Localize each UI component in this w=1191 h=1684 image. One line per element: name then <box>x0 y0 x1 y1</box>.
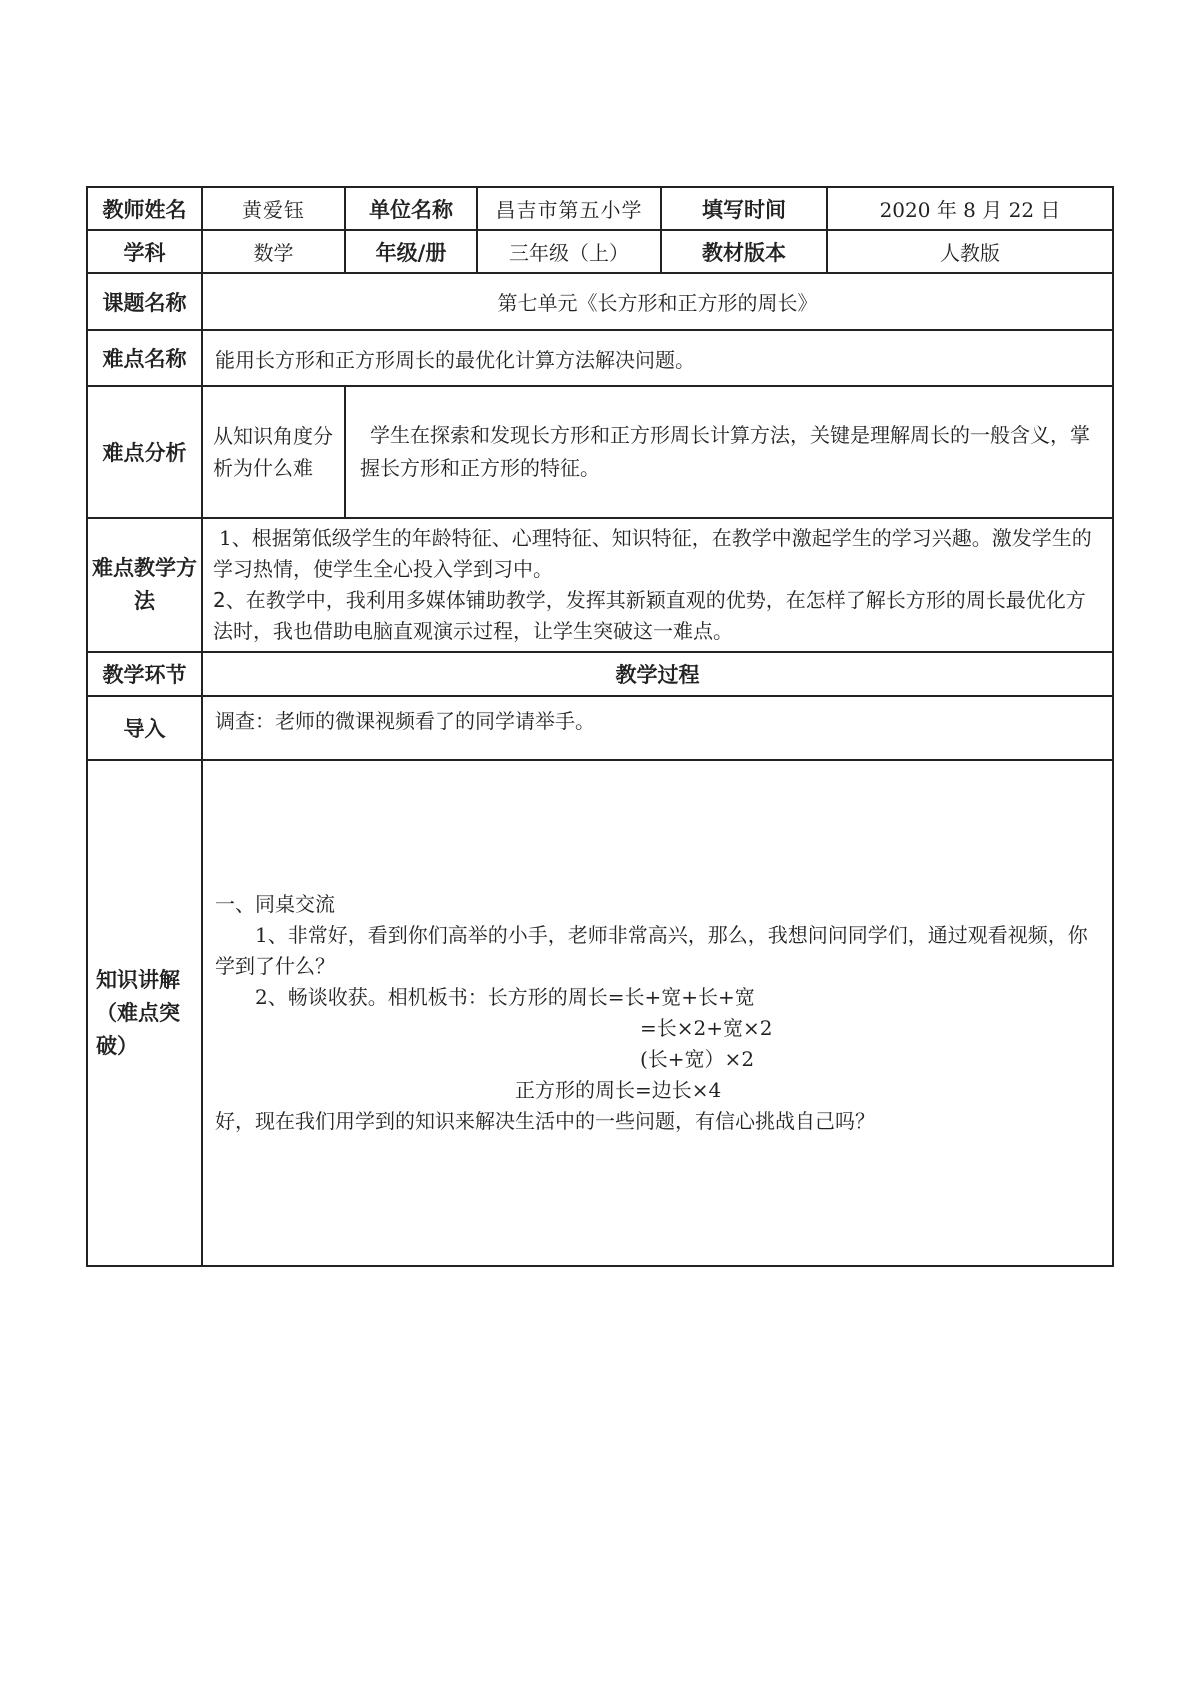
date-value: 2020 年 8 月 22 日 <box>827 187 1113 230</box>
knowledge-heading: 一、同桌交流 <box>215 892 335 916</box>
analysis-row <box>87 386 1113 518</box>
section-row <box>87 652 1113 696</box>
difficulty-label: 难点名称 <box>87 330 202 386</box>
formula-line-3: 正方形的周长=边长×4 <box>515 1078 722 1102</box>
difficulty-row <box>87 330 1113 386</box>
teacher-name-label: 教师姓名 <box>87 187 202 230</box>
method-line-1: 1、根据第低级学生的年龄特征、心理特征、知识特征，在教学中激起学生的学习兴趣。激发学生的学习热情，使学生全心投入学到习中。 <box>213 526 1092 581</box>
intro-row <box>87 696 1113 760</box>
unit-name-label: 单位名称 <box>345 187 477 230</box>
grade-value: 三年级（上） <box>477 230 661 273</box>
lesson-plan-sheet <box>86 186 1112 1267</box>
topic-label: 课题名称 <box>87 273 202 330</box>
teacher-name-value: 黄爱钰 <box>202 187 345 230</box>
knowledge-paragraph-2: 2、畅谈收获。相机板书：长方形的周长=长+宽+长+宽 <box>255 985 755 1009</box>
section-value: 教学过程 <box>202 652 1113 696</box>
formula-line-1: =长×2+宽×2 <box>640 1016 773 1040</box>
method-label: 难点教学方法 <box>87 518 202 652</box>
knowledge-paragraph-1: 1、非常好，看到你们高举的小手，老师非常高兴，那么，我想问问同学们，通过观看视频，你学到了什么？ <box>215 923 1088 978</box>
grade-label: 年级/册 <box>345 230 477 273</box>
edition-label: 教材版本 <box>661 230 827 273</box>
analysis-sub-label: 从知识角度分析为什么难 <box>202 386 345 518</box>
method-row <box>87 518 1113 652</box>
analysis-label: 难点分析 <box>87 386 202 518</box>
edition-value: 人教版 <box>827 230 1113 273</box>
lesson-plan-table <box>86 186 1114 1267</box>
subject-label: 学科 <box>87 230 202 273</box>
method-line-2: 2、在教学中，我利用多媒体铺助教学，发挥其新颖直观的优势，在怎样了解长方形的周长最优化方法时，我也借助电脑直观演示过程，让学生突破这一难点。 <box>213 588 1086 643</box>
method-cell <box>202 518 1113 652</box>
analysis-value: 学生在探索和发现长方形和正方形周长计算方法，关键是理解周长的一般含义，掌握长方形和正方形的特征。 <box>345 386 1113 518</box>
header-row-2 <box>87 230 1113 273</box>
formula-line-2: (长+宽）×2 <box>640 1047 755 1071</box>
section-label: 教学环节 <box>87 652 202 696</box>
date-label: 填写时间 <box>661 187 827 230</box>
knowledge-closing: 好，现在我们用学到的知识来解决生活中的一些问题，有信心挑战自己吗？ <box>215 1109 875 1133</box>
topic-row <box>87 273 1113 330</box>
knowledge-row <box>87 760 1113 1266</box>
topic-value: 第七单元《长方形和正方形的周长》 <box>202 273 1113 330</box>
intro-value: 调查：老师的微课视频看了的同学请举手。 <box>202 696 1113 760</box>
unit-name-value: 昌吉市第五小学 <box>477 187 661 230</box>
header-row-1 <box>87 187 1113 230</box>
subject-value: 数学 <box>202 230 345 273</box>
intro-label: 导入 <box>87 696 202 760</box>
knowledge-cell <box>202 760 1113 1266</box>
knowledge-label: 知识讲解（难点突破） <box>87 760 202 1266</box>
difficulty-value: 能用长方形和正方形周长的最优化计算方法解决问题。 <box>202 330 1113 386</box>
